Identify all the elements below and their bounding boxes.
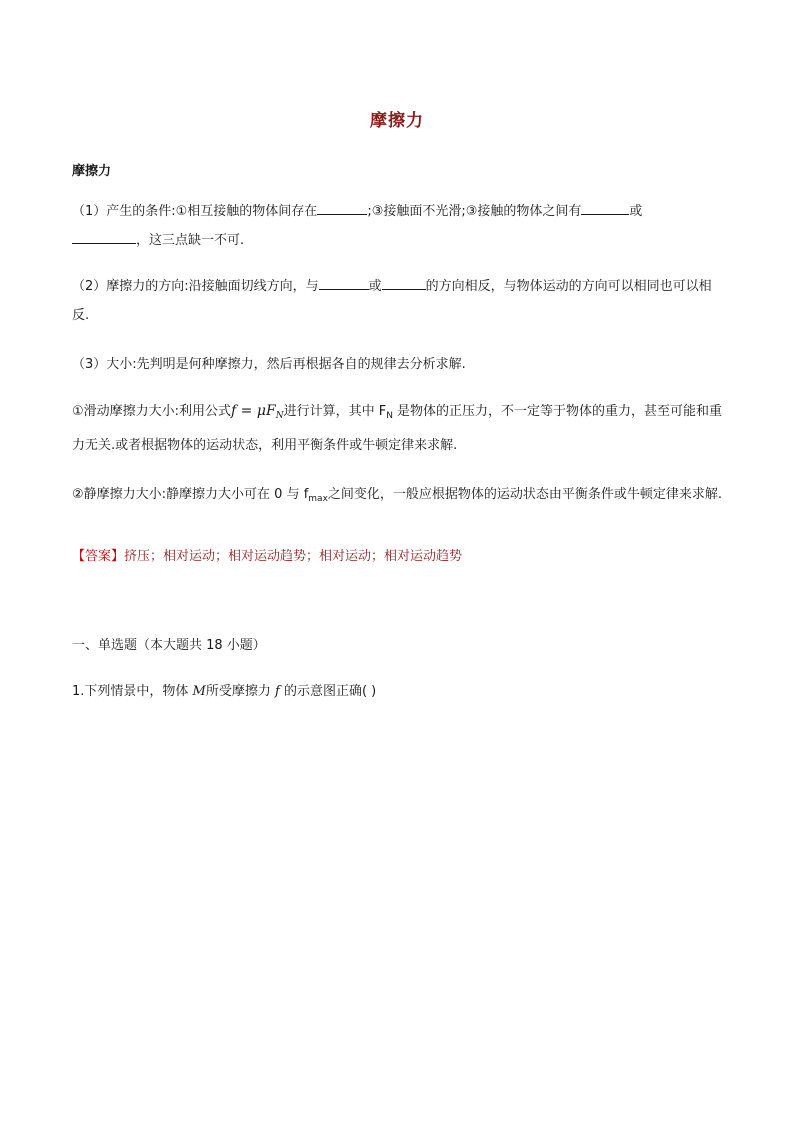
section-heading: 摩擦力 [72,164,112,179]
direction-text-b: 或 [368,279,382,294]
question-1: 1.下列情景中，物体 M所受摩擦力 f 的示意图正确( ) [72,684,377,699]
paragraph-static-friction [72,480,724,514]
conditions-text-a: （1）产生的条件:①相互接触的物体间存在 [72,204,318,219]
page-title: 摩擦力 [370,111,424,131]
blank-5 [382,275,426,290]
fmax-subscript: max [308,494,328,504]
paragraph-magnitude: （3）大小:先判明是何种摩擦力，然后再根据各自的规律去分析求解. [72,357,466,372]
answer-line [72,545,462,569]
answer-text: 挤压；相对运动；相对运动趋势；相对运动；相对运动趋势 [124,549,463,564]
static-text-a: ②静摩擦力大小:静摩擦力大小可在 0 与 f [72,487,309,502]
blank-4 [319,275,369,290]
conditions-text-b: ;③接触面不光滑;③接触的物体之间有 [367,204,582,219]
sliding-text-c: 是物体的正压力，不一定等于物体的重力，甚至可能和重力无关.或者根据物体的运动状态，利用平衡条件或牛顿定律来求解. [72,404,723,453]
paragraph-sliding-friction [72,397,724,460]
paragraph-conditions [72,197,724,255]
conditions-text-d: ，这三点缺一不可. [136,233,245,248]
question-section-heading: 一、单选题（本大题共 18 小题） [72,638,266,653]
answer-tag: 【答案】 [72,549,125,564]
paragraph-direction [72,272,724,330]
blank-2 [581,200,629,215]
blank-1 [317,200,367,215]
sliding-text-b: 进行计算，其中 F [283,404,387,419]
friction-formula: $f = \mu F_N$ [231,403,284,421]
normal-force-subscript: N [386,411,393,421]
direction-text-c: 的方向相反，与物体运动的方向可以相同也可以相反. [72,279,712,323]
sliding-text-a: ①滑动摩擦力大小:利用公式 [72,404,232,419]
direction-text-a: （2）摩擦力的方向:沿接触面切线方向，与 [72,279,319,294]
blank-3 [72,229,136,244]
friction-symbol: f [275,684,280,699]
object-m: M [192,684,206,699]
static-text-b: 之间变化，一般应根据物体的运动状态由平衡条件或牛顿定律来求解. [327,487,723,502]
conditions-text-c: 或 [629,204,643,219]
